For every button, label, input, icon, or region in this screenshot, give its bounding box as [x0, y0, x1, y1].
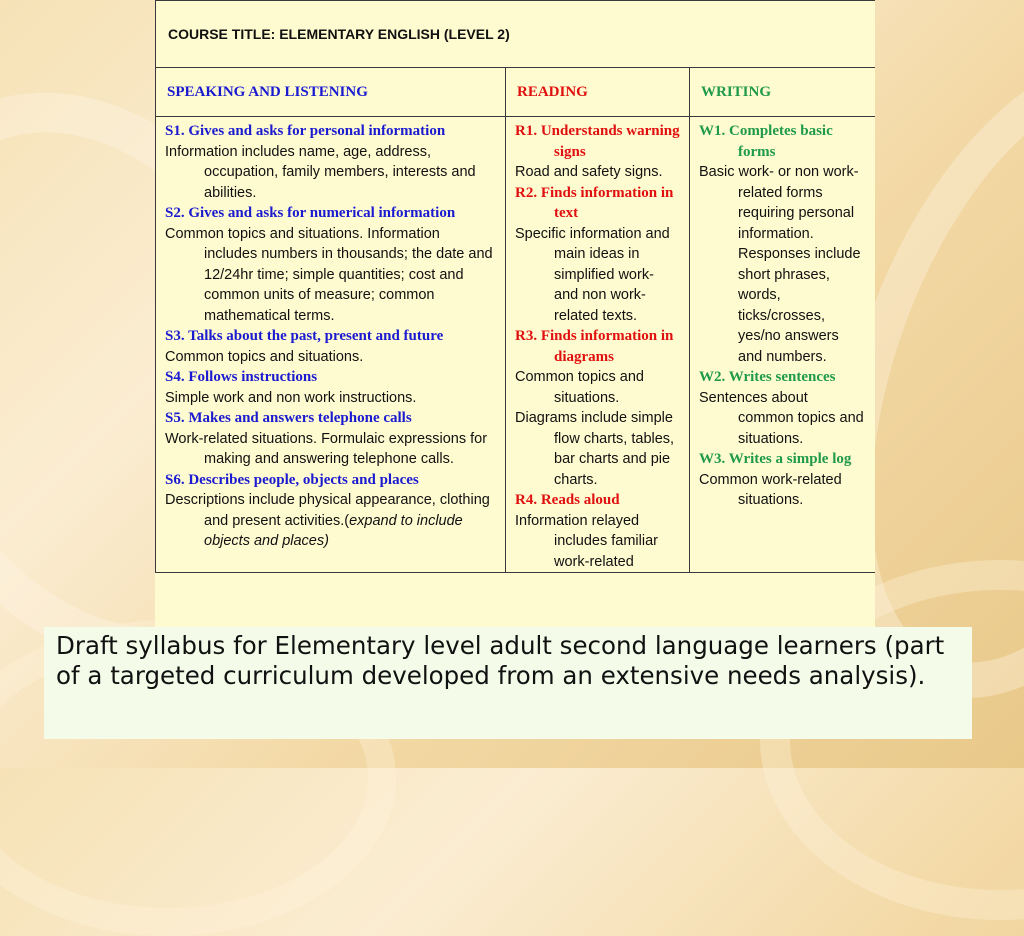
objective-description: Specific information and main ideas in simplified work- and non work-related texts.: [515, 225, 670, 324]
reading-item: [515, 408, 680, 490]
objective-title: W1. Completes basic forms: [699, 123, 833, 160]
writing-column: [690, 117, 876, 573]
objective-title: S4. Follows instructions: [165, 369, 318, 385]
objective-description: Common topics and situations.: [515, 369, 644, 406]
speaking-item: [165, 367, 496, 408]
writing-item: [699, 449, 866, 511]
reading-column: [506, 117, 690, 573]
speaking-item: [165, 203, 496, 326]
objective-description: Information relayed includes familiar work-related: [515, 512, 658, 570]
objective-description-text: Descriptions include physical appearance, clothing and present activities.(: [165, 492, 490, 529]
objective-title: S3. Talks about the past, present and future: [165, 328, 444, 344]
reading-item: [515, 121, 680, 183]
objective-note: expand to include objects and places): [204, 512, 463, 549]
objective-description: Road and safety signs.: [515, 164, 663, 180]
writing-item: [699, 367, 866, 449]
objective-title: W2. Writes sentences: [699, 369, 836, 385]
objective-title: S1. Gives and asks for personal information: [165, 123, 446, 139]
objective-title: S6. Describes people, objects and places: [165, 471, 419, 488]
objective-description: Diagrams include simple flow charts, tables, bar charts and pie charts.: [515, 410, 675, 488]
objective-title: R3. Finds information in diagrams: [515, 328, 674, 365]
objective-description: Work-related situations. Formulaic expressions for making and answering telephone calls.: [165, 430, 488, 467]
objective-description: Common topics and situations.: [165, 348, 364, 365]
syllabus-document: [155, 0, 875, 628]
objective-description: Common topics and situations. Information includes numbers in thousands; the date and 12/24hr time; simple quantities; cost and common units of measure; common mathematical terms.: [165, 225, 493, 324]
reading-item: [515, 183, 680, 327]
objective-description: Information includes name, age, address, occupation, family members, interests and abilities.: [165, 143, 476, 201]
speaking-item: [165, 408, 496, 470]
reading-item: [515, 326, 680, 408]
objective-title: R2. Finds information in text: [515, 184, 674, 221]
speaking-item: [165, 121, 496, 203]
objective-description: Simple work and non work instructions.: [165, 389, 417, 406]
speaking-item: [165, 470, 496, 552]
syllabus-table: [155, 0, 875, 573]
objective-title: S2. Gives and asks for numerical information: [165, 205, 456, 221]
speaking-item: [165, 326, 496, 367]
column-header-speaking: SPEAKING AND LISTENING: [156, 68, 506, 117]
course-title: COURSE TITLE: ELEMENTARY ENGLISH (LEVEL 2): [156, 1, 876, 68]
column-header-reading: READING: [506, 68, 690, 117]
column-header-writing: WRITING: [690, 68, 876, 117]
objective-description: Basic work- or non work-related forms requiring personal information. Responses include short phrases, words, ticks/crosses, yes/no answers and numbers.: [699, 164, 861, 365]
writing-item: [699, 121, 866, 367]
speaking-column: [156, 117, 506, 573]
objective-title: R4. Reads aloud: [515, 492, 620, 508]
slide-caption: Draft syllabus for Elementary level adult second language learners (part of a targeted curriculum developed from an extensive needs analysis).: [44, 627, 972, 739]
objective-description: Common work-related situations.: [699, 471, 842, 508]
objective-description: [165, 490, 496, 552]
objective-title: S5. Makes and answers telephone calls: [165, 410, 412, 426]
objective-title: W3. Writes a simple log: [699, 451, 852, 467]
objective-description: Sentences about common topics and situations.: [699, 389, 864, 447]
objective-title: R1. Understands warning signs: [515, 123, 680, 160]
reading-item: [515, 490, 680, 572]
